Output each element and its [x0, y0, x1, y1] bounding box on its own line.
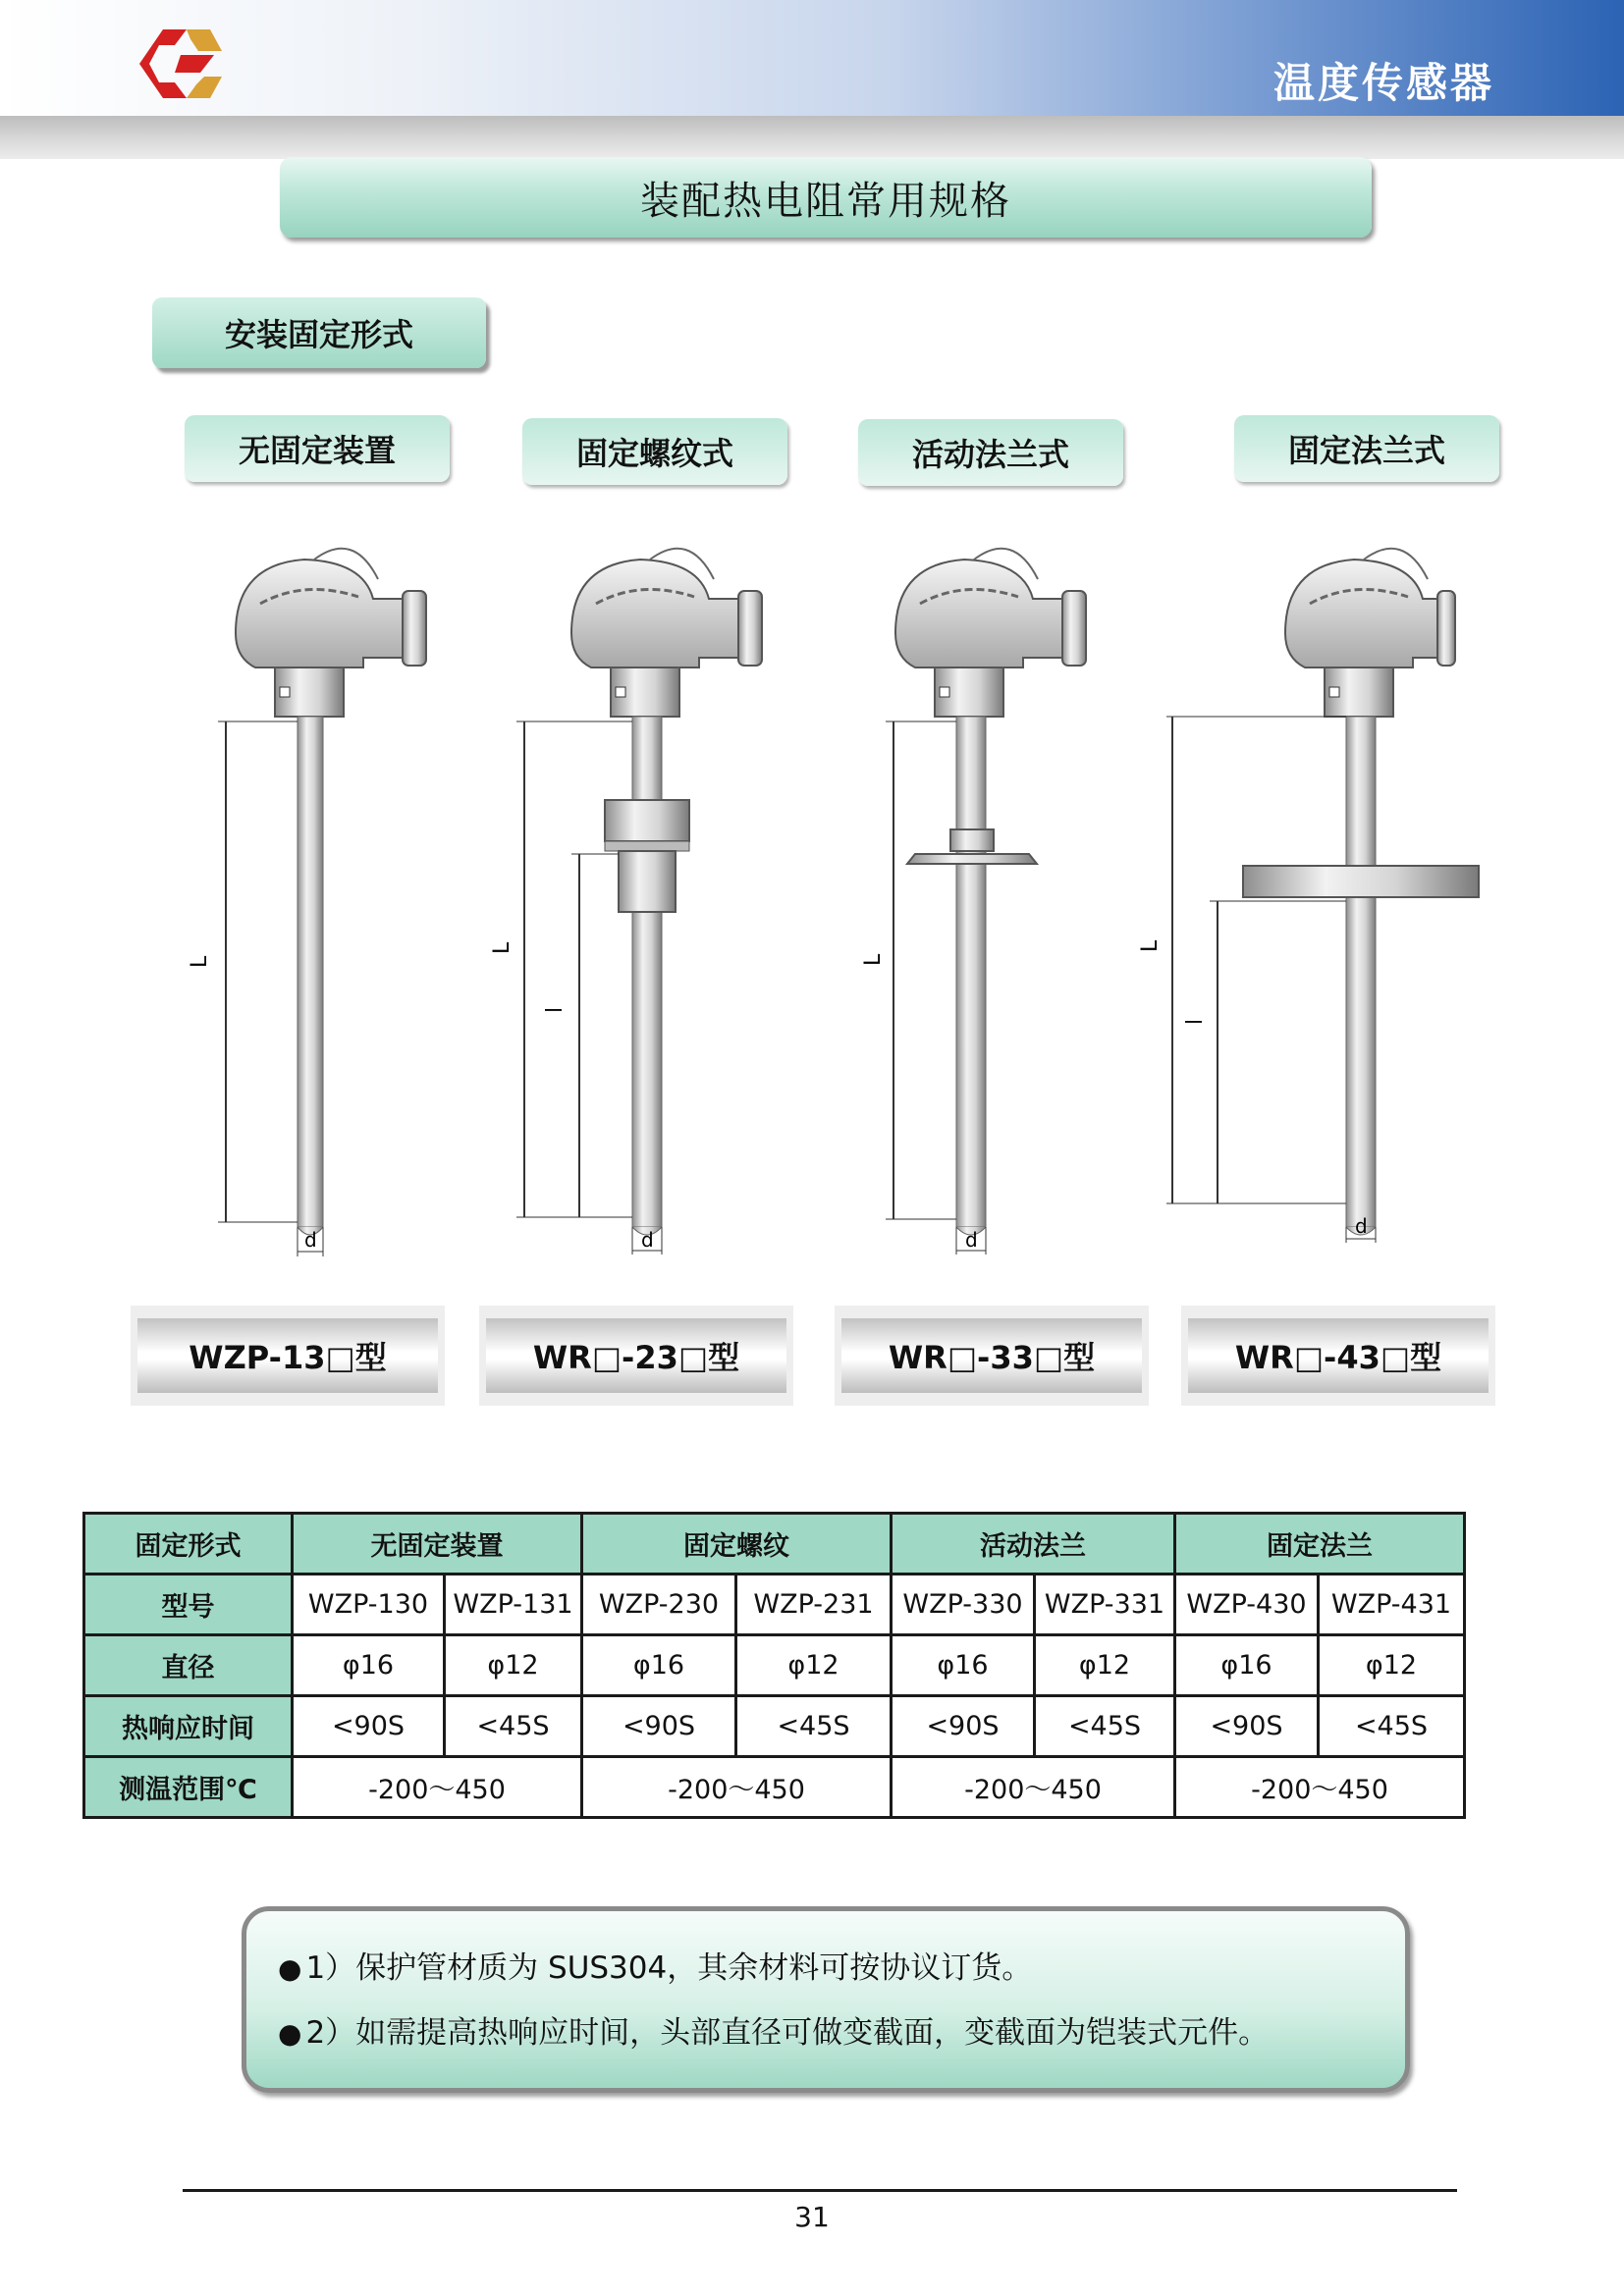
thread-fitting: [619, 851, 676, 912]
table-cell: WZP-131: [445, 1575, 582, 1635]
model-label-wr-33: WR□-33□型: [841, 1318, 1142, 1393]
note-item: [278, 2007, 1269, 2052]
table-row-response-time: [84, 1696, 1465, 1757]
model-label-wzp-13: WZP-13□型: [137, 1318, 438, 1393]
company-logo-icon: [135, 26, 226, 102]
table-cell: WZP-130: [293, 1575, 445, 1635]
table-cell: φ16: [293, 1635, 445, 1696]
table-cell: -200～450: [1175, 1757, 1465, 1818]
table-cell: -200～450: [582, 1757, 892, 1818]
table-cell: φ16: [892, 1635, 1035, 1696]
table-cell: φ12: [736, 1635, 892, 1696]
length-label-L: L: [1138, 939, 1163, 952]
table-row-model: [84, 1575, 1465, 1635]
type-label-fixed-thread: 固定螺纹式: [522, 418, 787, 485]
header-shadow-band: [0, 116, 1624, 159]
hex-nut: [605, 800, 689, 841]
note-item: [278, 1943, 1032, 1987]
table-cell: <90S: [582, 1696, 736, 1757]
sensor-drawing-movable-flange: [837, 540, 1131, 1266]
type-label-movable-flange: 活动法兰式: [858, 419, 1123, 486]
row-label: 热响应时间: [84, 1696, 293, 1757]
bullet-icon: ●: [278, 1952, 302, 1985]
length-label-L: L: [490, 941, 514, 954]
diameter-label-d: d: [304, 1228, 317, 1252]
diameter-label-d: d: [965, 1228, 978, 1252]
table-cell: <45S: [1319, 1696, 1465, 1757]
table-cell: φ12: [445, 1635, 582, 1696]
page-number: 31: [794, 2201, 830, 2233]
notes-box: [242, 1906, 1410, 2093]
insertion-length-label-l: l: [543, 1006, 568, 1013]
flange-collar: [950, 829, 994, 851]
length-label-L: L: [188, 955, 212, 968]
model-label-frame: [835, 1306, 1149, 1406]
table-header-cell: 固定法兰: [1175, 1514, 1465, 1575]
model-label-frame: [1181, 1306, 1495, 1406]
junction-box-head: [1285, 549, 1455, 717]
table-cell: φ12: [1319, 1635, 1465, 1696]
sensor-drawing-fixed-flange: [1138, 540, 1457, 1266]
table-cell: -200～450: [892, 1757, 1175, 1818]
model-label-wr-23: WR□-23□型: [486, 1318, 786, 1393]
table-row-diameter: [84, 1635, 1465, 1696]
table-cell: WZP-431: [1319, 1575, 1465, 1635]
junction-box-head: [571, 549, 762, 717]
insertion-length-label-l: l: [1183, 1018, 1208, 1025]
table-cell: WZP-231: [736, 1575, 892, 1635]
junction-box-head: [895, 549, 1086, 717]
model-label-frame: [479, 1306, 793, 1406]
table-cell: <45S: [445, 1696, 582, 1757]
note-text: 1）保护管材质为 SUS304，其余材料可按协议订货。: [305, 1950, 1033, 1986]
table-header-row: [84, 1514, 1465, 1575]
table-cell: WZP-330: [892, 1575, 1035, 1635]
diameter-label-d: d: [1355, 1214, 1368, 1238]
diameter-label-d: d: [641, 1228, 654, 1252]
table-cell: φ16: [1175, 1635, 1319, 1696]
junction-box-head: [236, 549, 426, 717]
row-label: 直径: [84, 1635, 293, 1696]
table-header-cell: 无固定装置: [293, 1514, 582, 1575]
footer-divider: [183, 2189, 1457, 2192]
table-cell: <90S: [892, 1696, 1035, 1757]
type-label-fixed-flange: 固定法兰式: [1234, 415, 1499, 482]
section-title: 安装固定形式: [152, 297, 486, 368]
table-cell: <45S: [736, 1696, 892, 1757]
table-cell: φ12: [1035, 1635, 1175, 1696]
note-text: 2）如需提高热响应时间，头部直径可做变截面，变截面为铠装式元件。: [305, 2015, 1270, 2051]
header-title: 温度传感器: [1272, 59, 1494, 107]
table-cell: <90S: [1175, 1696, 1319, 1757]
sensor-drawing-no-fixture: [167, 540, 461, 1266]
model-label-frame: [131, 1306, 445, 1406]
table-cell: WZP-331: [1035, 1575, 1175, 1635]
table-row-temp-range: [84, 1757, 1465, 1818]
type-label-no-fixture: 无固定装置: [185, 415, 450, 482]
table-header-cell: 固定螺纹: [582, 1514, 892, 1575]
table-cell: <45S: [1035, 1696, 1175, 1757]
table-cell: WZP-430: [1175, 1575, 1319, 1635]
model-label-wr-43: WR□-43□型: [1188, 1318, 1489, 1393]
table-header-cell: 活动法兰: [892, 1514, 1175, 1575]
table-cell: φ16: [582, 1635, 736, 1696]
bullet-icon: ●: [278, 2017, 302, 2050]
table-header-cell: 固定形式: [84, 1514, 293, 1575]
row-label: 型号: [84, 1575, 293, 1635]
row-label: 测温范围℃: [84, 1757, 293, 1818]
table-cell: WZP-230: [582, 1575, 736, 1635]
fixed-flange: [1243, 866, 1479, 897]
spec-table: [82, 1512, 1466, 1819]
table-cell: <90S: [293, 1696, 445, 1757]
length-label-L: L: [861, 953, 886, 966]
movable-flange: [907, 854, 1037, 864]
table-cell: -200～450: [293, 1757, 582, 1818]
sensor-drawing-fixed-thread: [490, 540, 797, 1266]
page-title: 装配热电阻常用规格: [280, 157, 1372, 238]
